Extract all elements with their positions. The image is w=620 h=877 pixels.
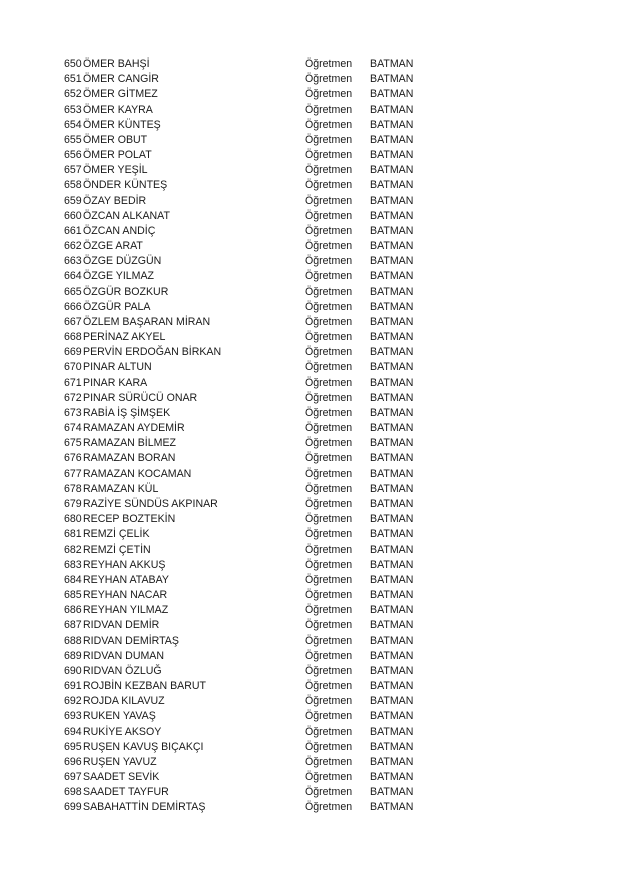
row-number: 667	[64, 315, 82, 328]
row-number: 698	[64, 786, 82, 799]
person-title: Öğretmen	[305, 740, 353, 753]
row-number: 656	[64, 149, 82, 162]
list-row	[64, 467, 564, 482]
person-name: ÖZGE YILMAZ	[83, 270, 155, 283]
list-row	[64, 800, 564, 815]
person-name: PINAR SÜRÜCÜ ONAR	[83, 391, 198, 404]
list-row	[64, 527, 564, 542]
person-city: BATMAN	[370, 194, 414, 207]
person-title: Öğretmen	[305, 786, 353, 799]
person-title: Öğretmen	[305, 270, 353, 283]
list-row	[64, 178, 564, 193]
person-city: BATMAN	[370, 346, 414, 359]
row-number: 681	[64, 528, 82, 541]
person-name: ÖMER CANGİR	[83, 73, 159, 86]
list-row	[64, 755, 564, 770]
person-title: Öğretmen	[305, 801, 353, 814]
list-row	[64, 406, 564, 421]
person-name: REYHAN ATABAY	[83, 573, 169, 586]
person-city: BATMAN	[370, 786, 414, 799]
row-number: 668	[64, 331, 82, 344]
row-number: 662	[64, 240, 82, 253]
person-name: ROJBİN KEZBAN BARUT	[83, 680, 207, 693]
person-title: Öğretmen	[305, 133, 353, 146]
person-name: RABİA İŞ ŞİMŞEK	[83, 406, 171, 419]
person-city: BATMAN	[370, 88, 414, 101]
person-city: BATMAN	[370, 300, 414, 313]
person-title: Öğretmen	[305, 149, 353, 162]
list-row	[64, 194, 564, 209]
person-name: ÖZGE ARAT	[83, 240, 143, 253]
row-number: 669	[64, 346, 82, 359]
person-name: ÖMER YEŞİL	[83, 164, 148, 177]
person-title: Öğretmen	[305, 695, 353, 708]
row-number: 680	[64, 513, 82, 526]
person-title: Öğretmen	[305, 285, 353, 298]
person-city: BATMAN	[370, 361, 414, 374]
row-number: 651	[64, 73, 82, 86]
person-name: RAMAZAN KÜL	[83, 482, 159, 495]
person-name: REMZİ ÇELİK	[83, 528, 150, 541]
person-title: Öğretmen	[305, 300, 353, 313]
person-city: BATMAN	[370, 224, 414, 237]
person-city: BATMAN	[370, 391, 414, 404]
row-number: 693	[64, 710, 82, 723]
person-city: BATMAN	[370, 619, 414, 632]
person-title: Öğretmen	[305, 664, 353, 677]
list-row	[64, 512, 564, 527]
row-number: 691	[64, 680, 82, 693]
person-title: Öğretmen	[305, 573, 353, 586]
person-title: Öğretmen	[305, 558, 353, 571]
person-title: Öğretmen	[305, 634, 353, 647]
list-row	[64, 360, 564, 375]
person-title: Öğretmen	[305, 179, 353, 192]
person-title: Öğretmen	[305, 376, 353, 389]
list-row	[64, 618, 564, 633]
list-row	[64, 451, 564, 466]
person-city: BATMAN	[370, 497, 414, 510]
row-number: 686	[64, 604, 82, 617]
list-row	[64, 315, 564, 330]
person-title: Öğretmen	[305, 164, 353, 177]
person-name: RECEP BOZTEKİN	[83, 513, 176, 526]
person-city: BATMAN	[370, 710, 414, 723]
list-row	[64, 573, 564, 588]
person-city: BATMAN	[370, 331, 414, 344]
row-number: 682	[64, 543, 82, 556]
person-city: BATMAN	[370, 649, 414, 662]
row-number: 690	[64, 664, 82, 677]
list-row	[64, 725, 564, 740]
person-name: RAMAZAN KOCAMAN	[83, 467, 192, 480]
person-city: BATMAN	[370, 573, 414, 586]
person-title: Öğretmen	[305, 649, 353, 662]
person-title: Öğretmen	[305, 315, 353, 328]
person-name: ÖZAY BEDİR	[83, 194, 147, 207]
person-name: RUŞEN YAVUZ	[83, 755, 157, 768]
person-name: REYHAN YILMAZ	[83, 604, 169, 617]
row-number: 697	[64, 771, 82, 784]
list-row	[64, 163, 564, 178]
person-city: BATMAN	[370, 680, 414, 693]
person-city: BATMAN	[370, 604, 414, 617]
person-city: BATMAN	[370, 103, 414, 116]
row-number: 684	[64, 573, 82, 586]
person-city: BATMAN	[370, 437, 414, 450]
row-number: 652	[64, 88, 82, 101]
person-name: ÖMER POLAT	[83, 149, 152, 162]
row-number: 673	[64, 406, 82, 419]
person-name: PINAR ALTUN	[83, 361, 152, 374]
person-name: REMZİ ÇETİN	[83, 543, 151, 556]
person-name: ÖMER KÜNTEŞ	[83, 118, 161, 131]
person-title: Öğretmen	[305, 771, 353, 784]
person-name: REYHAN NACAR	[83, 589, 168, 602]
person-city: BATMAN	[370, 771, 414, 784]
person-city: BATMAN	[370, 452, 414, 465]
row-number: 687	[64, 619, 82, 632]
person-title: Öğretmen	[305, 194, 353, 207]
row-number: 663	[64, 255, 82, 268]
person-city: BATMAN	[370, 634, 414, 647]
row-number: 678	[64, 482, 82, 495]
row-number: 655	[64, 133, 82, 146]
row-number: 653	[64, 103, 82, 116]
row-number: 674	[64, 422, 82, 435]
person-city: BATMAN	[370, 740, 414, 753]
list-row	[64, 543, 564, 558]
person-name: RIDVAN ÖZLUĞ	[83, 664, 162, 677]
row-number: 699	[64, 801, 82, 814]
list-row	[64, 558, 564, 573]
person-city: BATMAN	[370, 513, 414, 526]
person-city: BATMAN	[370, 543, 414, 556]
row-number: 677	[64, 467, 82, 480]
row-number: 676	[64, 452, 82, 465]
row-number: 666	[64, 300, 82, 313]
row-number: 672	[64, 391, 82, 404]
row-number: 658	[64, 179, 82, 192]
list-row	[64, 649, 564, 664]
list-row	[64, 421, 564, 436]
person-name: SAADET TAYFUR	[83, 786, 169, 799]
person-name: PERİNAZ AKYEL	[83, 331, 166, 344]
person-city: BATMAN	[370, 664, 414, 677]
person-name: ÖMER KAYRA	[83, 103, 153, 116]
person-city: BATMAN	[370, 467, 414, 480]
list-row	[64, 269, 564, 284]
person-name: ÖZGÜR BOZKUR	[83, 285, 169, 298]
person-title: Öğretmen	[305, 422, 353, 435]
person-city: BATMAN	[370, 118, 414, 131]
person-city: BATMAN	[370, 315, 414, 328]
person-name: ÖMER GİTMEZ	[83, 88, 158, 101]
person-name: ÖMER BAHŞİ	[83, 58, 150, 70]
person-city: BATMAN	[370, 376, 414, 389]
person-city: BATMAN	[370, 255, 414, 268]
person-title: Öğretmen	[305, 73, 353, 86]
person-city: BATMAN	[370, 270, 414, 283]
person-name: RUŞEN KAVUŞ BIÇAKÇI	[83, 740, 204, 753]
person-city: BATMAN	[370, 528, 414, 541]
person-name: ÖZGE DÜZGÜN	[83, 255, 162, 268]
person-title: Öğretmen	[305, 361, 353, 374]
person-city: BATMAN	[370, 209, 414, 222]
person-name: ROJDA KILAVUZ	[83, 695, 165, 708]
person-city: BATMAN	[370, 133, 414, 146]
person-name: RAZİYE SÜNDÜS AKPINAR	[83, 497, 218, 510]
list-row	[64, 254, 564, 269]
list-row	[64, 345, 564, 360]
list-row	[64, 376, 564, 391]
personnel-list	[64, 57, 564, 816]
row-number: 657	[64, 164, 82, 177]
person-city: BATMAN	[370, 240, 414, 253]
person-city: BATMAN	[370, 406, 414, 419]
person-title: Öğretmen	[305, 58, 353, 70]
person-title: Öğretmen	[305, 331, 353, 344]
person-title: Öğretmen	[305, 543, 353, 556]
person-city: BATMAN	[370, 755, 414, 768]
list-row	[64, 57, 564, 72]
row-number: 671	[64, 376, 82, 389]
row-number: 650	[64, 58, 82, 70]
person-name: RAMAZAN BİLMEZ	[83, 437, 177, 450]
person-name: RIDVAN DUMAN	[83, 649, 165, 662]
row-number: 688	[64, 634, 82, 647]
list-row	[64, 785, 564, 800]
list-row	[64, 87, 564, 102]
person-city: BATMAN	[370, 422, 414, 435]
row-number: 670	[64, 361, 82, 374]
person-title: Öğretmen	[305, 725, 353, 738]
person-title: Öğretmen	[305, 619, 353, 632]
list-row	[64, 118, 564, 133]
list-row	[64, 209, 564, 224]
list-row	[64, 436, 564, 451]
person-title: Öğretmen	[305, 482, 353, 495]
person-title: Öğretmen	[305, 406, 353, 419]
person-name: RIDVAN DEMİRTAŞ	[83, 634, 179, 647]
list-row	[64, 103, 564, 118]
person-title: Öğretmen	[305, 391, 353, 404]
person-title: Öğretmen	[305, 346, 353, 359]
person-city: BATMAN	[370, 725, 414, 738]
list-row	[64, 740, 564, 755]
person-title: Öğretmen	[305, 710, 353, 723]
person-city: BATMAN	[370, 695, 414, 708]
person-name: ÖNDER KÜNTEŞ	[83, 179, 168, 192]
person-city: BATMAN	[370, 558, 414, 571]
list-row	[64, 588, 564, 603]
person-title: Öğretmen	[305, 224, 353, 237]
person-name: ÖMER OBUT	[83, 133, 148, 146]
person-name: RAMAZAN AYDEMİR	[83, 422, 185, 435]
person-title: Öğretmen	[305, 118, 353, 131]
list-row	[64, 239, 564, 254]
list-row	[64, 709, 564, 724]
person-title: Öğretmen	[305, 255, 353, 268]
row-number: 695	[64, 740, 82, 753]
person-title: Öğretmen	[305, 589, 353, 602]
list-row	[64, 330, 564, 345]
person-city: BATMAN	[370, 149, 414, 162]
person-city: BATMAN	[370, 73, 414, 86]
person-name: REYHAN AKKUŞ	[83, 558, 166, 571]
person-title: Öğretmen	[305, 103, 353, 116]
person-title: Öğretmen	[305, 452, 353, 465]
person-city: BATMAN	[370, 589, 414, 602]
person-city: BATMAN	[370, 164, 414, 177]
row-number: 685	[64, 589, 82, 602]
person-title: Öğretmen	[305, 240, 353, 253]
person-name: RUKEN YAVAŞ	[83, 710, 156, 723]
person-title: Öğretmen	[305, 513, 353, 526]
row-number: 692	[64, 695, 82, 708]
person-name: PINAR KARA	[83, 376, 148, 389]
list-row	[64, 770, 564, 785]
row-number: 696	[64, 755, 82, 768]
person-name: ÖZGÜR PALA	[83, 300, 151, 313]
person-title: Öğretmen	[305, 680, 353, 693]
person-city: BATMAN	[370, 285, 414, 298]
person-title: Öğretmen	[305, 604, 353, 617]
person-city: BATMAN	[370, 801, 414, 814]
row-number: 665	[64, 285, 82, 298]
person-city: BATMAN	[370, 482, 414, 495]
person-city: BATMAN	[370, 179, 414, 192]
row-number: 661	[64, 224, 82, 237]
row-number: 694	[64, 725, 82, 738]
list-row	[64, 664, 564, 679]
person-title: Öğretmen	[305, 497, 353, 510]
row-number: 660	[64, 209, 82, 222]
list-row	[64, 694, 564, 709]
person-name: PERVİN ERDOĞAN BİRKAN	[83, 346, 222, 359]
person-name: RAMAZAN BORAN	[83, 452, 176, 465]
list-row	[64, 148, 564, 163]
person-title: Öğretmen	[305, 209, 353, 222]
list-row	[64, 224, 564, 239]
row-number: 664	[64, 270, 82, 283]
person-name: ÖZLEM BAŞARAN MİRAN	[83, 315, 211, 328]
person-name: SAADET SEVİK	[83, 771, 160, 784]
row-number: 659	[64, 194, 82, 207]
person-name: ÖZCAN ANDİÇ	[83, 224, 156, 237]
list-row	[64, 285, 564, 300]
list-row	[64, 679, 564, 694]
person-title: Öğretmen	[305, 437, 353, 450]
list-row	[64, 482, 564, 497]
row-number: 689	[64, 649, 82, 662]
person-title: Öğretmen	[305, 528, 353, 541]
list-row	[64, 603, 564, 618]
person-name: SABAHATTİN DEMİRTAŞ	[83, 801, 206, 814]
row-number: 654	[64, 118, 82, 131]
person-title: Öğretmen	[305, 88, 353, 101]
list-row	[64, 634, 564, 649]
person-title: Öğretmen	[305, 467, 353, 480]
person-name: ÖZCAN ALKANAT	[83, 209, 170, 222]
list-row	[64, 133, 564, 148]
person-name: RUKİYE AKSOY	[83, 725, 162, 738]
list-row	[64, 391, 564, 406]
row-number: 675	[64, 437, 82, 450]
person-name: RIDVAN DEMİR	[83, 619, 160, 632]
person-title: Öğretmen	[305, 755, 353, 768]
list-row	[64, 72, 564, 87]
list-row	[64, 300, 564, 315]
person-city: BATMAN	[370, 58, 414, 70]
row-number: 683	[64, 558, 82, 571]
list-row	[64, 497, 564, 512]
row-number: 679	[64, 497, 82, 510]
